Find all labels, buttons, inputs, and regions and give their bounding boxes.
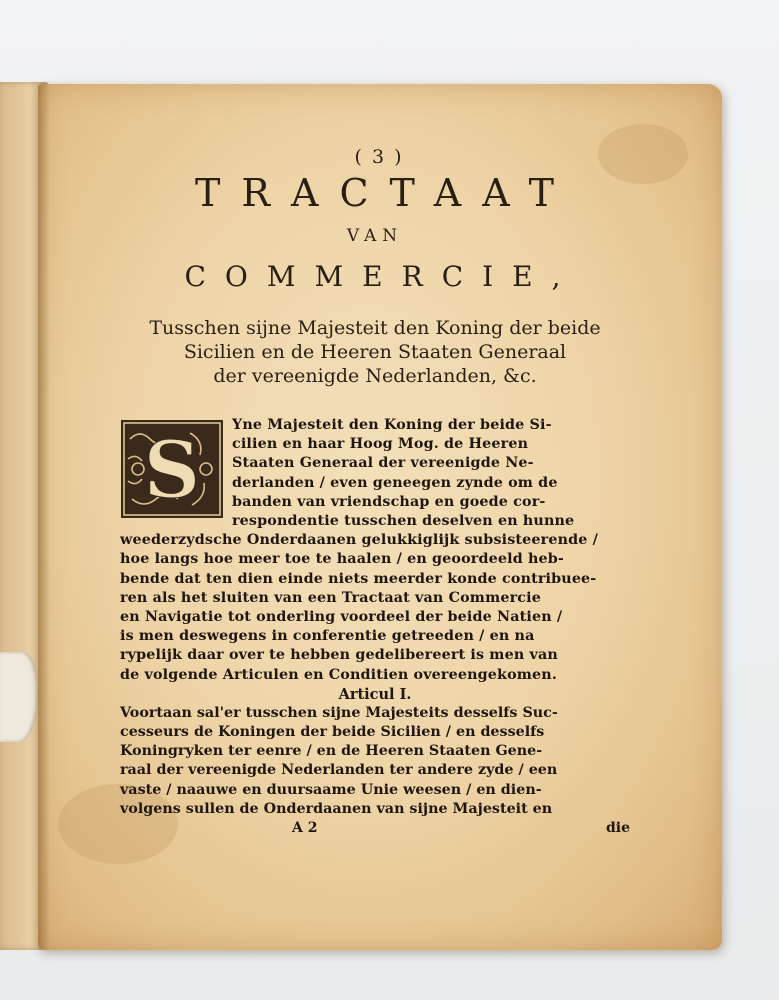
preamble (120, 416, 630, 685)
subtitle (120, 316, 630, 388)
subtitle-line: Tusschen sijne Majesteit den Koning der beide (149, 317, 601, 339)
text-line: banden van vriendschap en goede cor- (232, 493, 546, 510)
title-tractaat: TRACTAAT (195, 171, 575, 215)
title-commercie: COMMERCIE, (184, 260, 580, 293)
text-line: hoe langs hoe meer toe te haalen / en geoordeeld heb- (120, 551, 564, 568)
text-line: en Navigatie tot onderling voordeel der beide Natien / (120, 609, 563, 626)
text-line: cilien en haar Hoog Mog. de Heeren (232, 436, 529, 453)
document-page (38, 84, 722, 950)
text-line: Voortaan sal'er tusschen sijne Majesteits desselfs Suc- (120, 704, 558, 721)
catchword: die (605, 820, 630, 837)
text-line: respondentie tusschen deselven en hunne (232, 513, 575, 530)
article-heading: Articul I. (338, 685, 412, 703)
drop-cap-letter: S (143, 425, 201, 516)
text-line: is men deswegens in conferentie getreeden / en na (120, 628, 535, 645)
text-line: de volgende Articulen en Conditien overeengekomen. (120, 666, 557, 683)
text-line: derlanden / even geneegen zynde om de (232, 474, 558, 491)
title-van: VAN (346, 226, 404, 246)
text-line: ren als het sluiten van een Tractaat van Commercie (120, 589, 541, 606)
text-line: raal der vereenigde Nederlanden ter andere zyde / een (120, 762, 558, 779)
subtitle-line: Sicilien en de Heeren Staaten Generaal (183, 341, 567, 363)
text-line: Koningryken ter eenre / en de Heeren Staaten Gene- (120, 743, 543, 760)
text-line: vaste / naauwe en duursaame Unie weesen / en dien- (120, 781, 542, 798)
page-content (120, 146, 630, 837)
decorated-initial-s (120, 419, 224, 519)
page-number: ( 3 ) (354, 146, 404, 168)
text-line: Yne Majesteit den Koning der beide Si- (232, 417, 552, 433)
text-line: volgens sullen de Onderdaanen van sijne Majesteit en (120, 800, 553, 817)
text-line: Staaten Generaal der vereenigde Ne- (232, 455, 534, 472)
signature-mark: A 2 (292, 820, 318, 837)
subtitle-line: der vereenigde Nederlanden, &c. (213, 365, 537, 387)
text-line: rypelijk daar over te hebben gedelibereert is men van (120, 647, 558, 664)
text-line: cesseurs de Koningen der beide Sicilien / en desselfs (120, 724, 545, 741)
text-line: bende dat ten dien einde niets meerder konde contribuee- (120, 570, 597, 587)
page-footer (120, 819, 630, 837)
article-1-text (120, 704, 630, 819)
torn-paper-edge (0, 652, 38, 742)
text-line: weederzydsche Onderdaanen gelukkiglijk subsisteerende / (120, 532, 599, 549)
